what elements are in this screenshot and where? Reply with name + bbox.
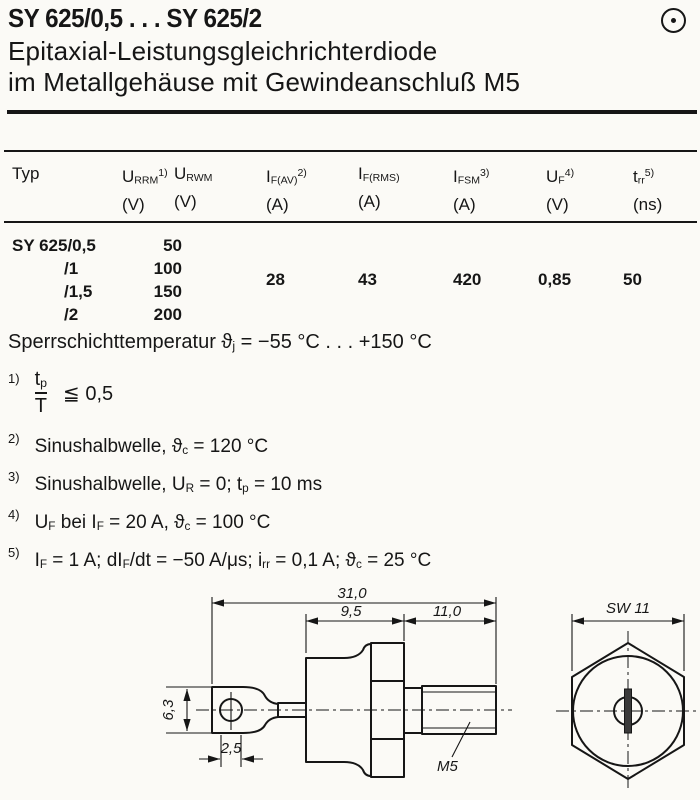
dim-label-wrench-size: SW 11: [606, 600, 650, 617]
package-drawing: [0, 578, 700, 800]
divider-rule: [7, 110, 697, 114]
footnote-4-marker: 4): [8, 507, 20, 522]
shared-ifsm-cell: 420: [453, 270, 482, 290]
circle-dot-icon: [661, 8, 686, 33]
table-row: [4, 222, 697, 257]
footnote-1-condition: ≦ 0,5: [63, 382, 114, 405]
dim-label-case-length: 9,5: [340, 603, 362, 620]
dim-label-hole-diameter: 2,5: [220, 740, 242, 757]
fraction-denominator: T: [34, 395, 47, 418]
voltage-cell: 100: [153, 258, 182, 278]
dimension-lines: [187, 603, 496, 759]
extension-line: [166, 597, 496, 767]
typ-cell: /1: [64, 258, 79, 278]
thread-leader-line: [452, 722, 470, 757]
shared-if-av-cell: 28: [266, 270, 285, 290]
footnote-5-marker: 5): [8, 545, 20, 560]
case-body-outline: [306, 644, 371, 776]
column-header-ifrms: IF(RMS) (A): [350, 151, 445, 222]
footnote-3-text: Sinushalbwelle, UR = 0; tp = 10 ms: [34, 474, 323, 496]
page-title: SY 625/0,5 . . . SY 625/2: [8, 3, 262, 33]
diode-front-view: [556, 614, 700, 791]
footnote-4-text: UF bei IF = 20 A, ϑc = 100 °C: [34, 512, 271, 534]
thread-designation-label: M5: [437, 758, 458, 775]
column-header-uf: UF$^{4)}$ (V): [530, 151, 615, 222]
typ-cell: /2: [64, 304, 79, 324]
footnote-5-text: IF = 1 A; dIF/dt = −50 A/μs; irr = 0,1 A; ϑc = 25 °C: [34, 550, 432, 572]
page-subtitle: [8, 36, 520, 98]
footnote-1-marker: 1): [8, 371, 20, 386]
footnote-3: [8, 469, 322, 496]
footnote-2-text: Sinushalbwelle, ϑc = 120 °C: [34, 436, 269, 458]
footnote-3-marker: 3): [8, 469, 20, 484]
table-body: [4, 222, 697, 326]
voltage-cell: 150: [153, 281, 182, 301]
typ-cell: SY 625/0,5: [12, 235, 96, 255]
extension-lines: [166, 597, 496, 767]
junction-temperature-line: Sperrschichttemperatur ϑj = −55 °C . . . +150 °C: [8, 331, 432, 354]
footnote-4: [8, 507, 270, 534]
footnote-1-fraction: [35, 369, 47, 418]
table-header: [4, 151, 697, 222]
footnote-5: [8, 545, 431, 572]
dim-label-thread-length: 11,0: [432, 603, 462, 620]
column-header-urrm: URRM$^{1)}$ (V): [114, 151, 170, 222]
dim-label-tab-height: 6,3: [160, 699, 177, 721]
footnote-2-marker: 2): [8, 431, 20, 446]
column-header-trr: trr$^{5)}$ (ns): [615, 151, 697, 222]
voltage-cell: 200: [153, 304, 182, 324]
fraction-numerator: tp: [34, 367, 48, 390]
voltage-cell: 50: [163, 235, 182, 255]
subtitle-line-2: im Metallgehäuse mit Gewindeanschluß M5: [8, 67, 521, 97]
screwdriver-slot: [625, 689, 632, 733]
footnote-2: [8, 431, 268, 458]
footnote-1: [8, 364, 113, 422]
column-header-ifsm: IFSM$^{3)}$ (A): [445, 151, 530, 222]
shared-uf-cell: 0,85: [538, 270, 572, 290]
shared-trr-cell: 50: [623, 270, 642, 290]
column-header-ifav: IF(AV)$^{2)}$ (A): [258, 151, 350, 222]
circle-dot-center: [671, 18, 677, 24]
ratings-table: [4, 150, 697, 326]
column-header-typ: Typ: [4, 151, 114, 222]
dim-label-total-length: 31,0: [337, 585, 367, 602]
column-header-urwm: URWM (V): [170, 151, 258, 222]
subtitle-line-1: Epitaxial-Leistungsgleichrichterdiode: [8, 36, 438, 66]
typ-cell: /1,5: [64, 281, 93, 301]
fraction-bar: [35, 392, 47, 395]
shared-if-rms-cell: 43: [358, 270, 377, 290]
